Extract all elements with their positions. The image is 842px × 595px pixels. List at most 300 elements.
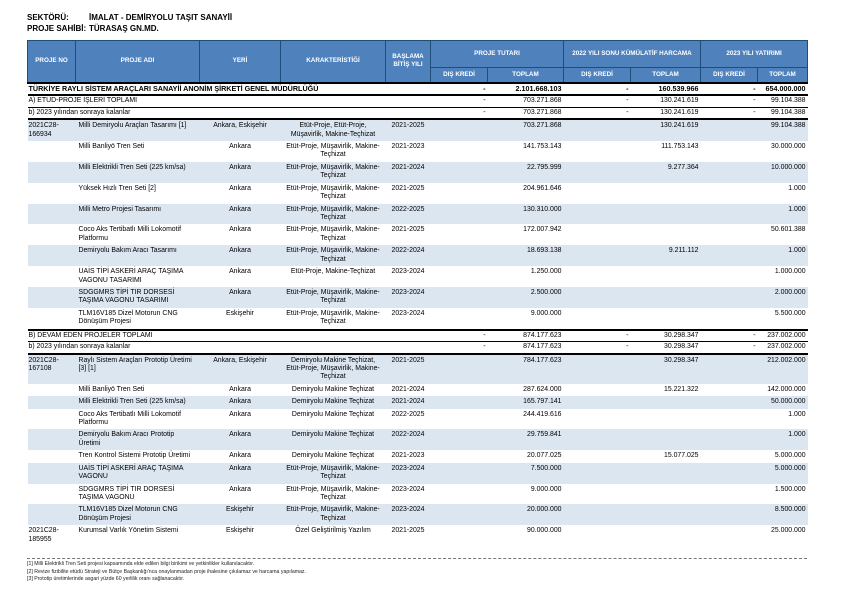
value-cell: 22.795.999 (488, 162, 564, 183)
project-no-cell: 2021C28-166934 (28, 119, 76, 141)
project-name-cell: TLM16V185 Dizel Motorun CNG Dönüşüm Projesi (76, 504, 200, 525)
value-cell (431, 204, 488, 225)
project-no-cell (28, 450, 76, 462)
project-name-cell: Milli Elektrikli Tren Seti (225 km/sa) (76, 396, 200, 408)
location-cell: Ankara (229, 268, 251, 276)
location-cell: Ankara (200, 463, 281, 484)
group-header-2023-yatirimi: 2023 YILI YATIRIMI (701, 40, 808, 67)
project-no-cell (28, 141, 76, 162)
column-header-toplam: TOPLAM (488, 67, 564, 83)
footnote-line: [3] Prototip üretimlerinde asgari yüzde 60 yerlilik oranı sağlanacaktır. (27, 576, 185, 583)
value-cell (431, 266, 488, 287)
table-row (28, 384, 808, 396)
location-cell: Ankara (229, 385, 251, 393)
value-cell: 5.000.000 (774, 452, 806, 460)
table-row (28, 107, 808, 119)
column-header-dis-kredi: DIŞ KREDİ (701, 67, 758, 83)
characteristic-cell: Etüt-Proje, Müşavirlik, Makine-Teçhizat (281, 204, 386, 225)
value-cell (701, 525, 758, 546)
group-header-proje-tutari: PROJE TUTARI (431, 40, 564, 67)
value-cell: 20.077.025 (527, 452, 562, 460)
value-cell (564, 224, 631, 245)
years-cell: 2021-2024 (386, 162, 431, 183)
value-cell: 7.500.000 (488, 463, 564, 484)
value-cell (564, 308, 631, 330)
value-cell (701, 183, 758, 204)
value-cell: - (564, 107, 631, 119)
value-cell (431, 354, 488, 384)
value-cell: 287.624.000 (523, 385, 562, 393)
project-owner-row (27, 24, 815, 35)
value-cell: - (564, 95, 631, 107)
location-cell: Ankara (200, 396, 281, 408)
table-row (28, 429, 808, 450)
project-no-cell (28, 245, 76, 266)
value-cell (631, 224, 701, 245)
value-cell: 30.000.000 (771, 143, 806, 151)
column-header-proje-adi: PROJE ADI (76, 40, 200, 83)
project-name-cell: Milli Demiryolu Araçları Tasarımı [1] (76, 119, 200, 141)
location-cell: Eskişehir (226, 527, 254, 535)
value-cell (431, 384, 488, 396)
characteristic-cell: Demiryolu Makine Teçhizat (281, 396, 386, 408)
value-cell (564, 183, 631, 204)
years-cell: 2021-2025 (386, 119, 431, 141)
project-name-cell: Coco Aks Tertibatlı Milli Lokomotif Platformu (78, 226, 182, 242)
projects-table (27, 40, 808, 547)
sector-value: İMALAT - DEMİRYOLU TAŞIT SANAYİİ (89, 13, 233, 22)
years-cell: 2021-2024 (386, 396, 431, 408)
sector-label: SEKTÖRÜ: (27, 13, 69, 22)
value-cell: 1.250.000 (530, 268, 562, 276)
location-cell: Ankara (229, 226, 251, 234)
value-cell: - (701, 330, 758, 342)
value-cell: 212.002.000 (758, 354, 808, 384)
years-cell: 2022-2025 (391, 410, 425, 418)
value-cell: 50.601.388 (771, 226, 806, 234)
characteristic-cell: Etüt-Proje, Müşavirlik, Makine-Teçhizat (281, 287, 386, 308)
column-header-toplam: TOPLAM (758, 67, 808, 83)
table-header (28, 40, 808, 83)
project-no-cell (28, 183, 76, 204)
value-cell (631, 308, 701, 330)
value-cell (564, 525, 631, 546)
project-no-cell (28, 484, 76, 505)
project-no-cell (28, 308, 76, 330)
value-cell: 15.077.025 (664, 452, 699, 460)
column-header-toplam: TOPLAM (631, 67, 701, 83)
value-cell (564, 504, 631, 525)
value-cell: - (564, 330, 631, 342)
value-cell (631, 183, 701, 204)
value-cell (631, 484, 701, 505)
value-cell: 99.104.388 (758, 107, 808, 119)
value-cell (564, 463, 631, 484)
value-cell (701, 396, 758, 408)
table-row (28, 396, 808, 408)
project-no-cell (28, 266, 76, 287)
value-cell: 654.000.000 (758, 83, 808, 96)
value-cell: 237.002.000 (758, 330, 808, 342)
value-cell (701, 308, 758, 330)
value-cell: 30.298.347 (631, 342, 701, 354)
location-cell: Ankara (229, 410, 251, 418)
value-cell (701, 266, 758, 287)
years-cell: 2023-2024 (391, 485, 425, 493)
value-cell (701, 162, 758, 183)
characteristic-cell: Demiryolu Makine Teçhizat (281, 429, 386, 450)
table-row (28, 224, 808, 245)
project-name-cell: SDGGMRS TİPİ TIR DORSESİ TAŞIMA VAGONU (78, 485, 175, 501)
value-cell (564, 245, 631, 266)
section-label-cell: b) 2023 yılından sonraya kalanlar (28, 342, 431, 354)
location-cell: Ankara (229, 452, 251, 460)
column-header-yeri: YERİ (200, 40, 281, 83)
years-cell: 2023-2024 (386, 504, 431, 525)
value-cell: 244.419.616 (523, 410, 562, 418)
years-cell: 2021-2023 (391, 452, 425, 460)
characteristic-cell: Demiryolu Makine Teçhizat, Etüt-Proje, Müşavirlik, Makine-Teçhizat (281, 354, 386, 384)
characteristic-cell: Etüt-Proje, Müşavirlik, Makine-Teçhizat (281, 245, 386, 266)
years-cell: 2023-2024 (386, 287, 431, 308)
table-row (28, 354, 808, 384)
value-cell: 9.277.364 (631, 162, 701, 183)
project-no-cell (28, 463, 76, 484)
project-no-cell (28, 504, 76, 525)
value-cell: 204.961.646 (523, 184, 562, 192)
project-name-cell: Raylı Sistem Araçları Prototip Üretimi [3] [1] (76, 354, 200, 384)
value-cell: - (701, 342, 758, 354)
years-cell: 2023-2024 (386, 463, 431, 484)
value-cell (431, 463, 488, 484)
project-name-cell: Demiryolu Bakım Aracı Prototip Üretimi (76, 429, 200, 450)
value-cell: 5.000.000 (758, 463, 808, 484)
value-cell (701, 119, 758, 141)
value-cell: 15.221.322 (664, 385, 699, 393)
table-row (28, 245, 808, 266)
project-name-cell: Milli Elektrikli Tren Seti (225 km/sa) (76, 162, 200, 183)
value-cell: - (701, 83, 758, 96)
project-no-cell (28, 204, 76, 225)
table-row (28, 266, 808, 287)
table-row (28, 83, 808, 96)
value-cell (564, 141, 631, 162)
project-name-cell: UAİS TİPİ ASKERİ ARAÇ TAŞIMA VAGONU TASARIMI (78, 268, 184, 284)
sector-row (27, 13, 815, 24)
years-cell: 2021-2025 (391, 226, 425, 234)
value-cell: 130.310.000 (488, 204, 564, 225)
project-no-cell (28, 396, 76, 408)
value-cell (431, 287, 488, 308)
value-cell: 703.271.868 (488, 119, 564, 141)
value-cell: 1.000 (788, 184, 806, 192)
location-cell: Ankara (229, 485, 251, 493)
project-no-cell (28, 162, 76, 183)
value-cell (564, 266, 631, 287)
value-cell (701, 463, 758, 484)
value-cell (431, 308, 488, 330)
value-cell (564, 429, 631, 450)
characteristic-cell: Özel Geliştirilmiş Yazılım (295, 527, 371, 535)
table-body (28, 83, 808, 547)
footnotes (27, 558, 807, 584)
value-cell (701, 204, 758, 225)
value-cell (431, 162, 488, 183)
value-cell (564, 162, 631, 183)
table-row (28, 183, 808, 204)
value-cell (631, 463, 701, 484)
value-cell: - (431, 330, 488, 342)
value-cell (701, 224, 758, 245)
value-cell: 784.177.623 (488, 354, 564, 384)
value-cell (701, 429, 758, 450)
value-cell (701, 141, 758, 162)
project-no-cell: 2021C28-185955 (28, 527, 59, 543)
value-cell (564, 396, 631, 408)
value-cell: 2.500.000 (488, 287, 564, 308)
value-cell (564, 384, 631, 396)
value-cell: 237.002.000 (758, 342, 808, 354)
value-cell: 90.000.000 (527, 527, 562, 535)
table-row (28, 330, 808, 342)
value-cell: 2.101.668.103 (488, 83, 564, 96)
location-cell: Ankara (200, 245, 281, 266)
value-cell: - (564, 83, 631, 96)
value-cell: - (431, 107, 488, 119)
years-cell: 2022-2024 (386, 429, 431, 450)
value-cell (431, 245, 488, 266)
value-cell: 1.000.000 (774, 268, 806, 276)
value-cell (564, 409, 631, 430)
table-row (28, 484, 808, 505)
project-name-cell: Milli Metro Projesi Tasarımı (76, 204, 200, 225)
characteristic-cell: Etüt-Proje, Müşavirlik, Makine-Teçhizat (281, 463, 386, 484)
table-row (28, 141, 808, 162)
years-cell: 2021-2025 (391, 527, 425, 535)
value-cell: - (564, 342, 631, 354)
value-cell: 99.104.388 (758, 119, 808, 141)
years-cell: 2021-2025 (386, 354, 431, 384)
location-cell: Eskişehir (200, 504, 281, 525)
value-cell: - (701, 95, 758, 107)
value-cell (564, 204, 631, 225)
value-cell (701, 484, 758, 505)
characteristic-cell: Etüt-Proje, Müşavirlik, Makine-Teçhizat (281, 504, 386, 525)
location-cell: Eskişehir (226, 309, 254, 317)
value-cell: 703.271.868 (488, 107, 564, 119)
years-cell: 2021-2024 (391, 385, 425, 393)
location-cell: Ankara (200, 429, 281, 450)
value-cell (631, 429, 701, 450)
value-cell: 9.000.000 (530, 309, 562, 317)
section-label-cell: A) ETÜD-PROJE İŞLERİ TOPLAMI (28, 95, 431, 107)
project-name-cell: Demiryolu Bakım Aracı Tasarımı (76, 245, 200, 266)
location-cell: Ankara (200, 204, 281, 225)
value-cell: - (431, 83, 488, 96)
value-cell (631, 504, 701, 525)
value-cell: 25.000.000 (771, 527, 806, 535)
value-cell: 1.000 (758, 204, 808, 225)
characteristic-cell: Etüt-Proje, Müşavirlik, Makine-Teçhizat (281, 162, 386, 183)
value-cell (701, 287, 758, 308)
location-cell: Ankara (200, 162, 281, 183)
column-header-karakteristigi: KARAKTERİSTİĞİ (281, 40, 386, 83)
project-no-cell (28, 287, 76, 308)
value-cell (631, 409, 701, 430)
value-cell (431, 429, 488, 450)
value-cell: 703.271.868 (488, 95, 564, 107)
column-header-dis-kredi: DIŞ KREDİ (564, 67, 631, 83)
value-cell (631, 396, 701, 408)
value-cell (701, 245, 758, 266)
value-cell: - (701, 107, 758, 119)
value-cell: 9.000.000 (530, 485, 562, 493)
location-cell: Ankara (229, 143, 251, 151)
value-cell (564, 354, 631, 384)
years-cell: 2022-2025 (386, 204, 431, 225)
location-cell: Ankara, Eskişehir (200, 354, 281, 384)
column-header-proje-no: PROJE NO (28, 40, 76, 83)
project-name-cell: Milli Banliyö Tren Seti (78, 143, 145, 151)
location-cell: Ankara, Eskişehir (200, 119, 281, 141)
years-cell: 2022-2024 (386, 245, 431, 266)
document-header (27, 13, 815, 35)
characteristic-cell: Etüt-Proje, Makine-Teçhizat (290, 268, 376, 276)
table-row (28, 525, 808, 546)
value-cell: 1.500.000 (774, 485, 806, 493)
value-cell (431, 450, 488, 462)
value-cell (701, 384, 758, 396)
value-cell (431, 409, 488, 430)
value-cell (431, 396, 488, 408)
project-name-cell: SDGGMRS TİPİ TIR DORSESİ TAŞIMA VAGONU TASARIMI (76, 287, 200, 308)
project-name-cell: Coco Aks Tertibatlı Milli Lokomotif Platformu (78, 410, 182, 427)
years-cell: 2023-2024 (391, 268, 425, 276)
value-cell: - (431, 95, 488, 107)
characteristic-cell: Etüt-Proje, Müşavirlik, Makine-Teçhizat (286, 485, 380, 501)
table-row (28, 504, 808, 525)
project-no-cell (28, 384, 76, 396)
years-cell: 2023-2024 (391, 309, 425, 317)
location-cell: Ankara (200, 287, 281, 308)
value-cell (631, 204, 701, 225)
characteristic-cell: Demiryolu Makine Teçhizat (291, 385, 375, 393)
value-cell: 99.104.388 (758, 95, 808, 107)
value-cell (564, 450, 631, 462)
value-cell (631, 287, 701, 308)
characteristic-cell: Etüt-Proje, Etüt-Proje, Müşavirlik, Makine-Teçhizat (281, 119, 386, 141)
footnote-line: [2] Revize fizibilite etüdü Strateji ve Bütçe Başkanlığı'nca onaylanmadan proje ihalesine çıkılamaz ve harcama yapılamaz. (27, 568, 306, 575)
value-cell: 1.000 (788, 410, 806, 418)
value-cell (701, 409, 758, 430)
characteristic-cell: Etüt-Proje, Müşavirlik, Makine-Teçhizat (286, 184, 380, 201)
table-row (28, 119, 808, 141)
characteristic-cell: Etüt-Proje, Müşavirlik, Makine-Teçhizat (286, 309, 380, 326)
value-cell (431, 224, 488, 245)
table-row (28, 204, 808, 225)
value-cell (701, 450, 758, 462)
value-cell: 20.000.000 (488, 504, 564, 525)
project-no-cell (28, 224, 76, 245)
value-cell: 1.000 (758, 429, 808, 450)
group-header-2022-kumulatif-harcama: 2022 YILI SONU KÜMÜLATİF HARCAMA (564, 40, 701, 67)
project-name-cell: Kurumsal Varlık Yönetim Sistemi (78, 527, 179, 535)
project-no-cell: 2021C28-167108 (28, 354, 76, 384)
project-name-cell: Tren Kontrol Sistemi Prototip Üretimi (78, 452, 191, 460)
value-cell: 130.241.619 (631, 107, 701, 119)
value-cell (431, 141, 488, 162)
section-label-cell: TÜRKİYE RAYLI SİSTEM ARAÇLARI SANAYİİ ANONİM ŞİRKETİ GENEL MÜDÜRLÜĞÜ (28, 83, 431, 96)
value-cell (431, 484, 488, 505)
value-cell (564, 119, 631, 141)
characteristic-cell: Demiryolu Makine Teçhizat (291, 452, 375, 460)
project-no-cell (28, 409, 76, 430)
location-cell: Ankara (229, 184, 251, 192)
value-cell (701, 504, 758, 525)
table-row (28, 342, 808, 354)
project-no-cell (28, 429, 76, 450)
value-cell: 9.211.112 (631, 245, 701, 266)
value-cell (431, 525, 488, 546)
characteristic-cell: Etüt-Proje, Müşavirlik, Makine-Teçhizat (286, 226, 380, 242)
value-cell (431, 183, 488, 204)
project-name-cell: UAİS TİPİ ASKERİ ARAÇ TAŞIMA VAGONU (76, 463, 200, 484)
value-cell: 1.000 (758, 245, 808, 266)
value-cell: 874.177.623 (488, 342, 564, 354)
project-owner-label: PROJE SAHİBİ: (27, 23, 87, 33)
value-cell (431, 119, 488, 141)
table-row (28, 162, 808, 183)
value-cell (701, 354, 758, 384)
column-header-baslama-bitis-yili: BAŞLAMA BİTİŞ YILI (386, 40, 431, 83)
value-cell: 5.500.000 (774, 309, 806, 317)
value-cell (631, 266, 701, 287)
value-cell: 130.241.619 (631, 119, 701, 141)
project-owner-value: TÜRASAŞ GN.MD. (89, 23, 159, 33)
project-name-cell: TLM16V185 Dizel Motorun CNG Dönüşüm Projesi (78, 309, 178, 326)
value-cell: 160.539.966 (631, 83, 701, 96)
value-cell: 111.753.143 (661, 143, 699, 151)
value-cell: 29.759.841 (488, 429, 564, 450)
value-cell: 8.500.000 (758, 504, 808, 525)
value-cell: 165.797.141 (488, 396, 564, 408)
project-name-cell: Yüksek Hızlı Tren Seti [2] (78, 184, 156, 192)
table-row (28, 409, 808, 430)
value-cell: 10.000.000 (758, 162, 808, 183)
value-cell: 874.177.623 (488, 330, 564, 342)
section-label-cell: b) 2023 yılından sonraya kalanlar (28, 107, 431, 119)
footnote-line: [1] Milli Elektrikli Tren Seti projesi kapsamında elde edilen bilgi birikimi ve yetkinlikler kullanılacaktır. (27, 561, 255, 568)
value-cell: 142.000.000 (767, 385, 806, 393)
value-cell: 30.298.347 (631, 330, 701, 342)
value-cell: 172.007.942 (523, 226, 562, 234)
value-cell: 141.753.143 (523, 143, 562, 151)
table-row (28, 95, 808, 107)
table-row (28, 287, 808, 308)
section-label-cell: B) DEVAM EDEN PROJELER TOPLAMI (28, 330, 431, 342)
value-cell: 2.000.000 (758, 287, 808, 308)
table-row (28, 463, 808, 484)
column-header-dis-kredi: DIŞ KREDİ (431, 67, 488, 83)
project-name-cell: Milli Banliyö Tren Seti (78, 385, 145, 393)
table-row (28, 450, 808, 462)
value-cell (431, 504, 488, 525)
years-cell: 2021-2023 (391, 143, 425, 151)
value-cell (631, 525, 701, 546)
table-row (28, 308, 808, 330)
value-cell: 130.241.619 (631, 95, 701, 107)
value-cell: 18.693.138 (488, 245, 564, 266)
